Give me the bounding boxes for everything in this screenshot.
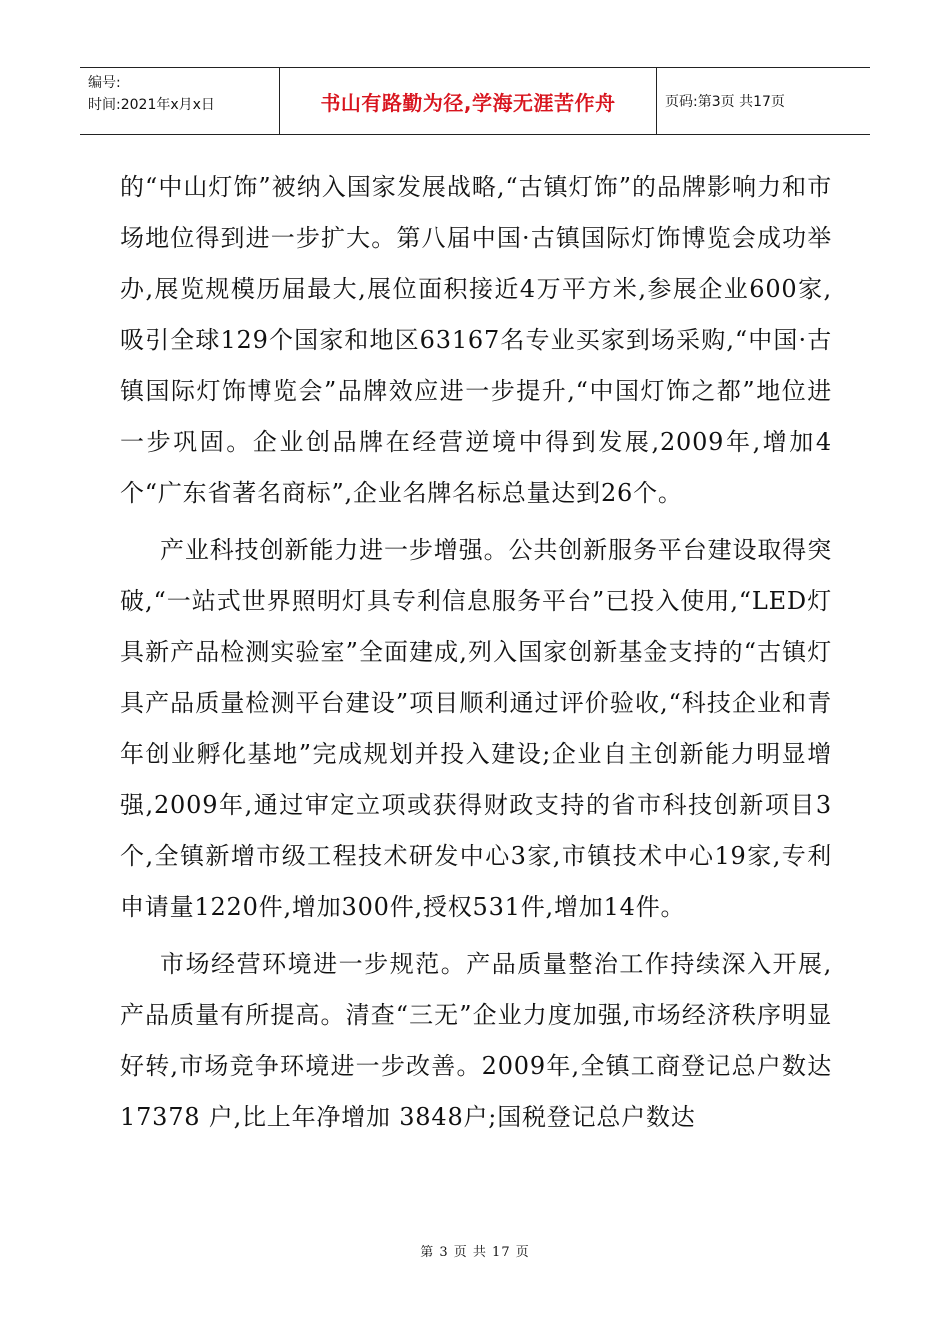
paragraph-3: 市场经营环境进一步规范。产品质量整治工作持续深入开展,产品质量有所提高。清查“三无”企业力度加强,市场经济秩序明显好转,市场竞争环境进一步改善。2009年,全镇工商登记总户数达17378 户,比上年净增加 3848户;国税登记总户数达 <box>120 950 832 1131</box>
header-motto: 书山有路勤为径,学海无涯苦作舟 <box>280 68 657 134</box>
time-label: 时间:2021年x月x日 <box>88 97 215 113</box>
number-label: 编号: <box>88 75 121 91</box>
page-header <box>80 67 870 135</box>
page-footer: 第 3 页 共 17 页 <box>420 1245 530 1260</box>
paragraph-2: 产业科技创新能力进一步增强。公共创新服务平台建设取得突破,“一站式世界照明灯具专利信息服务平台”已投入使用,“LED灯具新产品检测实验室”全面建成,列入国家创新基金支持的“古镇灯具产品质量检测平台建设”项目顺利通过评价验收,“科技企业和青年创业孵化基地”完成规划并投入建设;企业自主创新能力明显增强,2009年,通过审定立项或获得财政支持的省市科技创新项目3个,全镇新增市级工程技术研发中心3家,市镇技术中心19家,专利申请量1220件,增加300件,授权531件,增加14件。 <box>120 536 832 921</box>
header-meta <box>80 68 280 134</box>
paragraph-1: 的“中山灯饰”被纳入国家发展战略,“古镇灯饰”的品牌影响力和市场地位得到进一步扩大。第八届中国·古镇国际灯饰博览会成功举办,展览规模历届最大,展位面积接近4万平方米,参展企业600家,吸引全球129个国家和地区63167名专业买家到场采购,“中国·古镇国际灯饰博览会”品牌效应进一步提升,“中国灯饰之都”地位进一步巩固。企业创品牌在经营逆境中得到发展,2009年,增加4个“广东省著名商标”,企业名牌名标总量达到26个。 <box>120 173 832 507</box>
document-body <box>120 162 832 1143</box>
header-page-info: 页码:第3页 共17页 <box>665 94 785 110</box>
